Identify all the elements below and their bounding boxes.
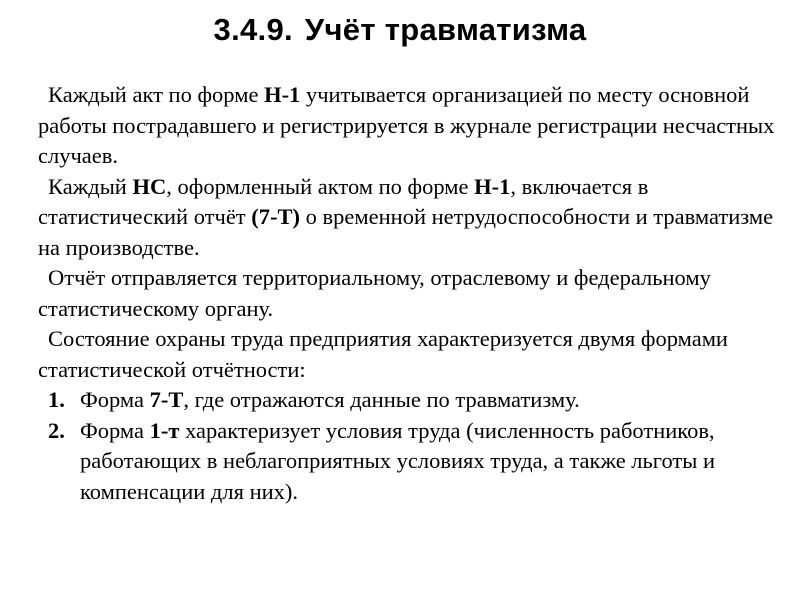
text-segment: Отчёт отправляется территориальному, отраслевому и федеральному статистическому органу. <box>38 265 711 321</box>
text-segment: , оформленный актом по форме <box>166 173 475 199</box>
text-segment: Состояние охраны труда предприятия характеризуется двумя формами статистической отчётности: <box>38 326 728 382</box>
text-segment: учитывается организацией по месту основной работы пострадавшего и регистрируется в журнале регистрации несчастных случаев. <box>38 82 775 168</box>
forms-list <box>38 385 778 507</box>
section-number: 3.4.9. <box>213 12 293 47</box>
bold-text: (7-Т) <box>251 204 301 229</box>
paragraph-act-registration <box>38 80 778 172</box>
bold-text: 7-Т <box>149 387 184 412</box>
slide-body <box>38 80 778 507</box>
list-item-text <box>80 385 778 416</box>
text-segment: Каждый <box>48 173 133 199</box>
list-item-number: 2. <box>48 417 65 443</box>
list-item <box>48 385 778 416</box>
paragraph-statistical-forms <box>38 324 778 385</box>
text-segment: Форма <box>80 417 150 443</box>
text-segment: о временной нетрудоспособности и травматизме на производстве. <box>38 204 774 260</box>
title-text: Учёт травматизма <box>304 12 587 47</box>
bold-text: Н-1 <box>474 173 511 199</box>
slide-title <box>0 10 800 50</box>
list-item-text <box>80 416 778 508</box>
text-segment: Каждый акт по форме <box>48 82 265 107</box>
bold-text: Н-1 <box>264 82 301 107</box>
text-segment: характеризует условия труда (численность работников, работающих в неблагоприятных условиях труда, а также льготы и компенсации для них). <box>80 417 716 504</box>
text-segment: , где отражаются данные по травматизму. <box>183 387 580 412</box>
bold-text: НС <box>132 173 167 199</box>
text-segment: , включается в статистический отчёт <box>38 173 649 229</box>
paragraph-report-inclusion <box>38 172 778 264</box>
bold-text: 1-т <box>149 417 180 443</box>
paragraph-report-recipients <box>38 263 778 324</box>
list-item-number: 1. <box>48 387 65 412</box>
list-item <box>48 416 778 508</box>
text-segment: Форма <box>80 387 150 412</box>
